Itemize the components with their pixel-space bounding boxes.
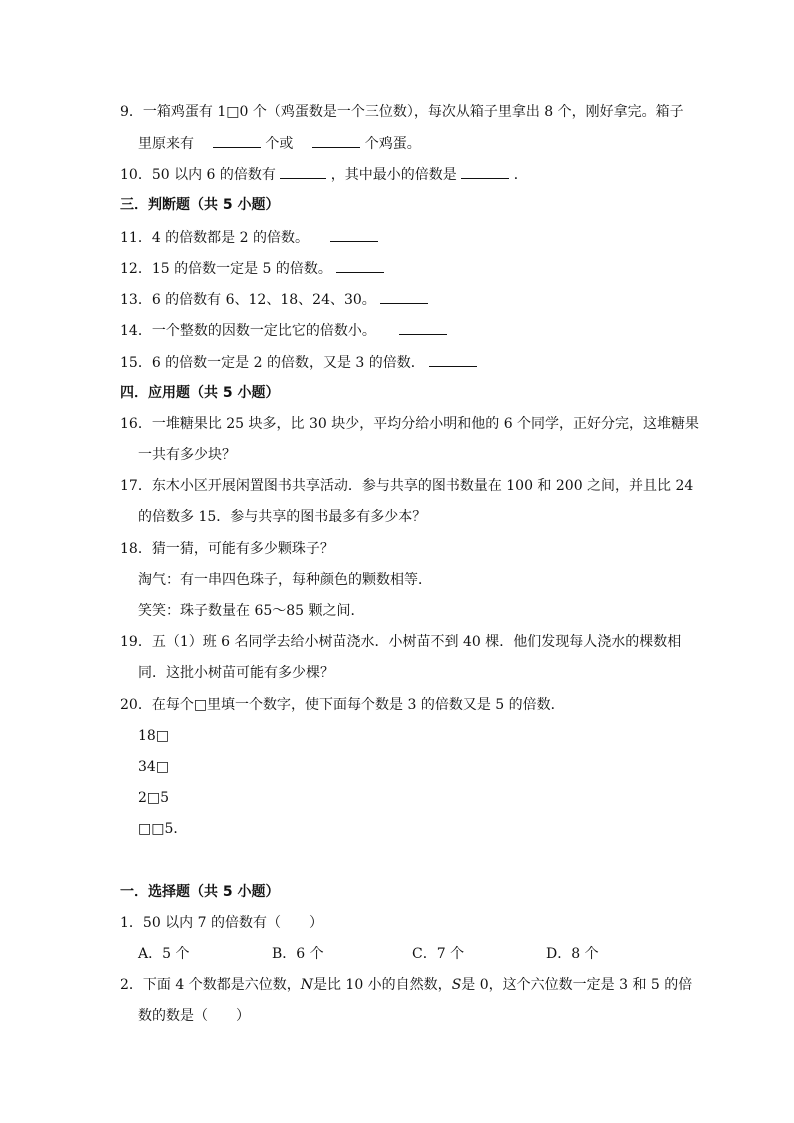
question-9-text-b: 个或	[265, 136, 294, 152]
question-2-text-a: 2．下面 4 个数都是六位数，	[120, 977, 301, 993]
question-15-text: 15．6 的倍数一定是 2 的倍数，又是 3 的倍数．	[120, 355, 425, 371]
question-10-text-a: 10．50 以内 6 的倍数有	[120, 167, 276, 183]
question-20-item: 18□	[138, 728, 170, 744]
variable-n: N	[300, 977, 313, 993]
option-c[interactable]: C．7 个	[412, 946, 465, 962]
question-20-item: 34□	[138, 759, 170, 775]
answer-blank[interactable]	[399, 320, 447, 335]
question-10	[120, 164, 528, 185]
question-17-line-1: 17．东木小区开展闲置图书共享活动．参与共享的图书数量在 100 和 200 之间，并且比 24	[120, 478, 694, 494]
question-20-line-1: 20．在每个□里填一个数字，使下面每个数是 3 的倍数又是 5 的倍数．	[120, 697, 565, 713]
question-12-text: 12．15 的倍数一定是 5 的倍数。	[120, 261, 332, 277]
question-2-text-b: 是比 10 小的自然数，	[312, 977, 452, 993]
question-13	[120, 289, 428, 310]
question-2-line-2: 数的数是（ ）	[138, 1008, 250, 1024]
option-d[interactable]: D．8 个	[546, 946, 599, 962]
question-19-line-2: 同．这批小树苗可能有多少棵？	[138, 665, 334, 681]
answer-blank[interactable]	[429, 352, 477, 367]
question-14-text: 14．一个整数的因数一定比它的倍数小。	[120, 323, 376, 339]
answer-blank[interactable]	[312, 133, 360, 148]
question-11	[120, 227, 378, 248]
question-17-line-2: 的倍数多 15．参与共享的图书最多有多少本？	[138, 509, 427, 525]
question-10-text-b: ，其中最小的倍数是	[330, 167, 457, 183]
question-13-text: 13．6 的倍数有 6、12、18、24、30。	[120, 292, 376, 308]
question-14	[120, 320, 447, 341]
question-11-text: 11．4 的倍数都是 2 的倍数。	[120, 230, 309, 246]
question-18-line-2: 淘气：有一串四色珠子，每种颜色的颗数相等．	[138, 572, 432, 588]
question-19-line-1: 19．五（1）班 6 名同学去给小树苗浇水．小树苗不到 40 棵．他们发现每人浇水的棵数相	[120, 634, 682, 650]
question-18-line-3: 笑笑：珠子数量在 65～85 颗之间．	[138, 603, 365, 619]
question-9-text-a: 里原来有	[138, 136, 194, 152]
answer-blank[interactable]	[213, 133, 261, 148]
section-heading-application: 四．应用题（共 5 小题）	[120, 385, 280, 401]
variable-s: S	[451, 977, 462, 993]
answer-blank[interactable]	[461, 164, 509, 179]
answer-blank[interactable]	[380, 289, 428, 304]
answer-blank[interactable]	[280, 164, 326, 179]
question-9-line-2	[138, 133, 421, 154]
question-20-item: 2□5	[138, 790, 170, 806]
answer-blank[interactable]	[336, 258, 384, 273]
question-20-item: □□5．	[138, 821, 188, 837]
question-15	[120, 352, 477, 373]
question-12	[120, 258, 384, 279]
answer-blank[interactable]	[330, 227, 378, 242]
section-heading-true-false: 三．判断题（共 5 小题）	[120, 197, 280, 213]
question-2-line-1	[120, 975, 692, 995]
question-16-line-1: 16．一堆糖果比 25 块多，比 30 块少，平均分给小明和他的 6 个同学，正好分完，这堆糖果	[120, 416, 700, 432]
question-18-line-1: 18．猜一猜，可能有多少颗珠子？	[120, 541, 334, 557]
question-1-text: 1．50 以内 7 的倍数有（ ）	[120, 915, 323, 931]
section-heading-multiple-choice: 一．选择题（共 5 小题）	[120, 884, 280, 900]
question-10-text-c: ．	[513, 167, 528, 183]
question-9-text-c: 个鸡蛋。	[364, 136, 421, 152]
option-a[interactable]: A．5 个	[138, 946, 190, 962]
question-9-line-1: 9．一箱鸡蛋有 1□0 个（鸡蛋数是一个三位数），每次从箱子里拿出 8 个，刚好拿完。箱子	[120, 104, 684, 120]
option-b[interactable]: B．6 个	[272, 946, 324, 962]
question-16-line-2: 一共有多少块？	[138, 447, 236, 463]
question-2-text-c: 是 0，这个六位数一定是 3 和 5 的倍	[461, 977, 693, 993]
